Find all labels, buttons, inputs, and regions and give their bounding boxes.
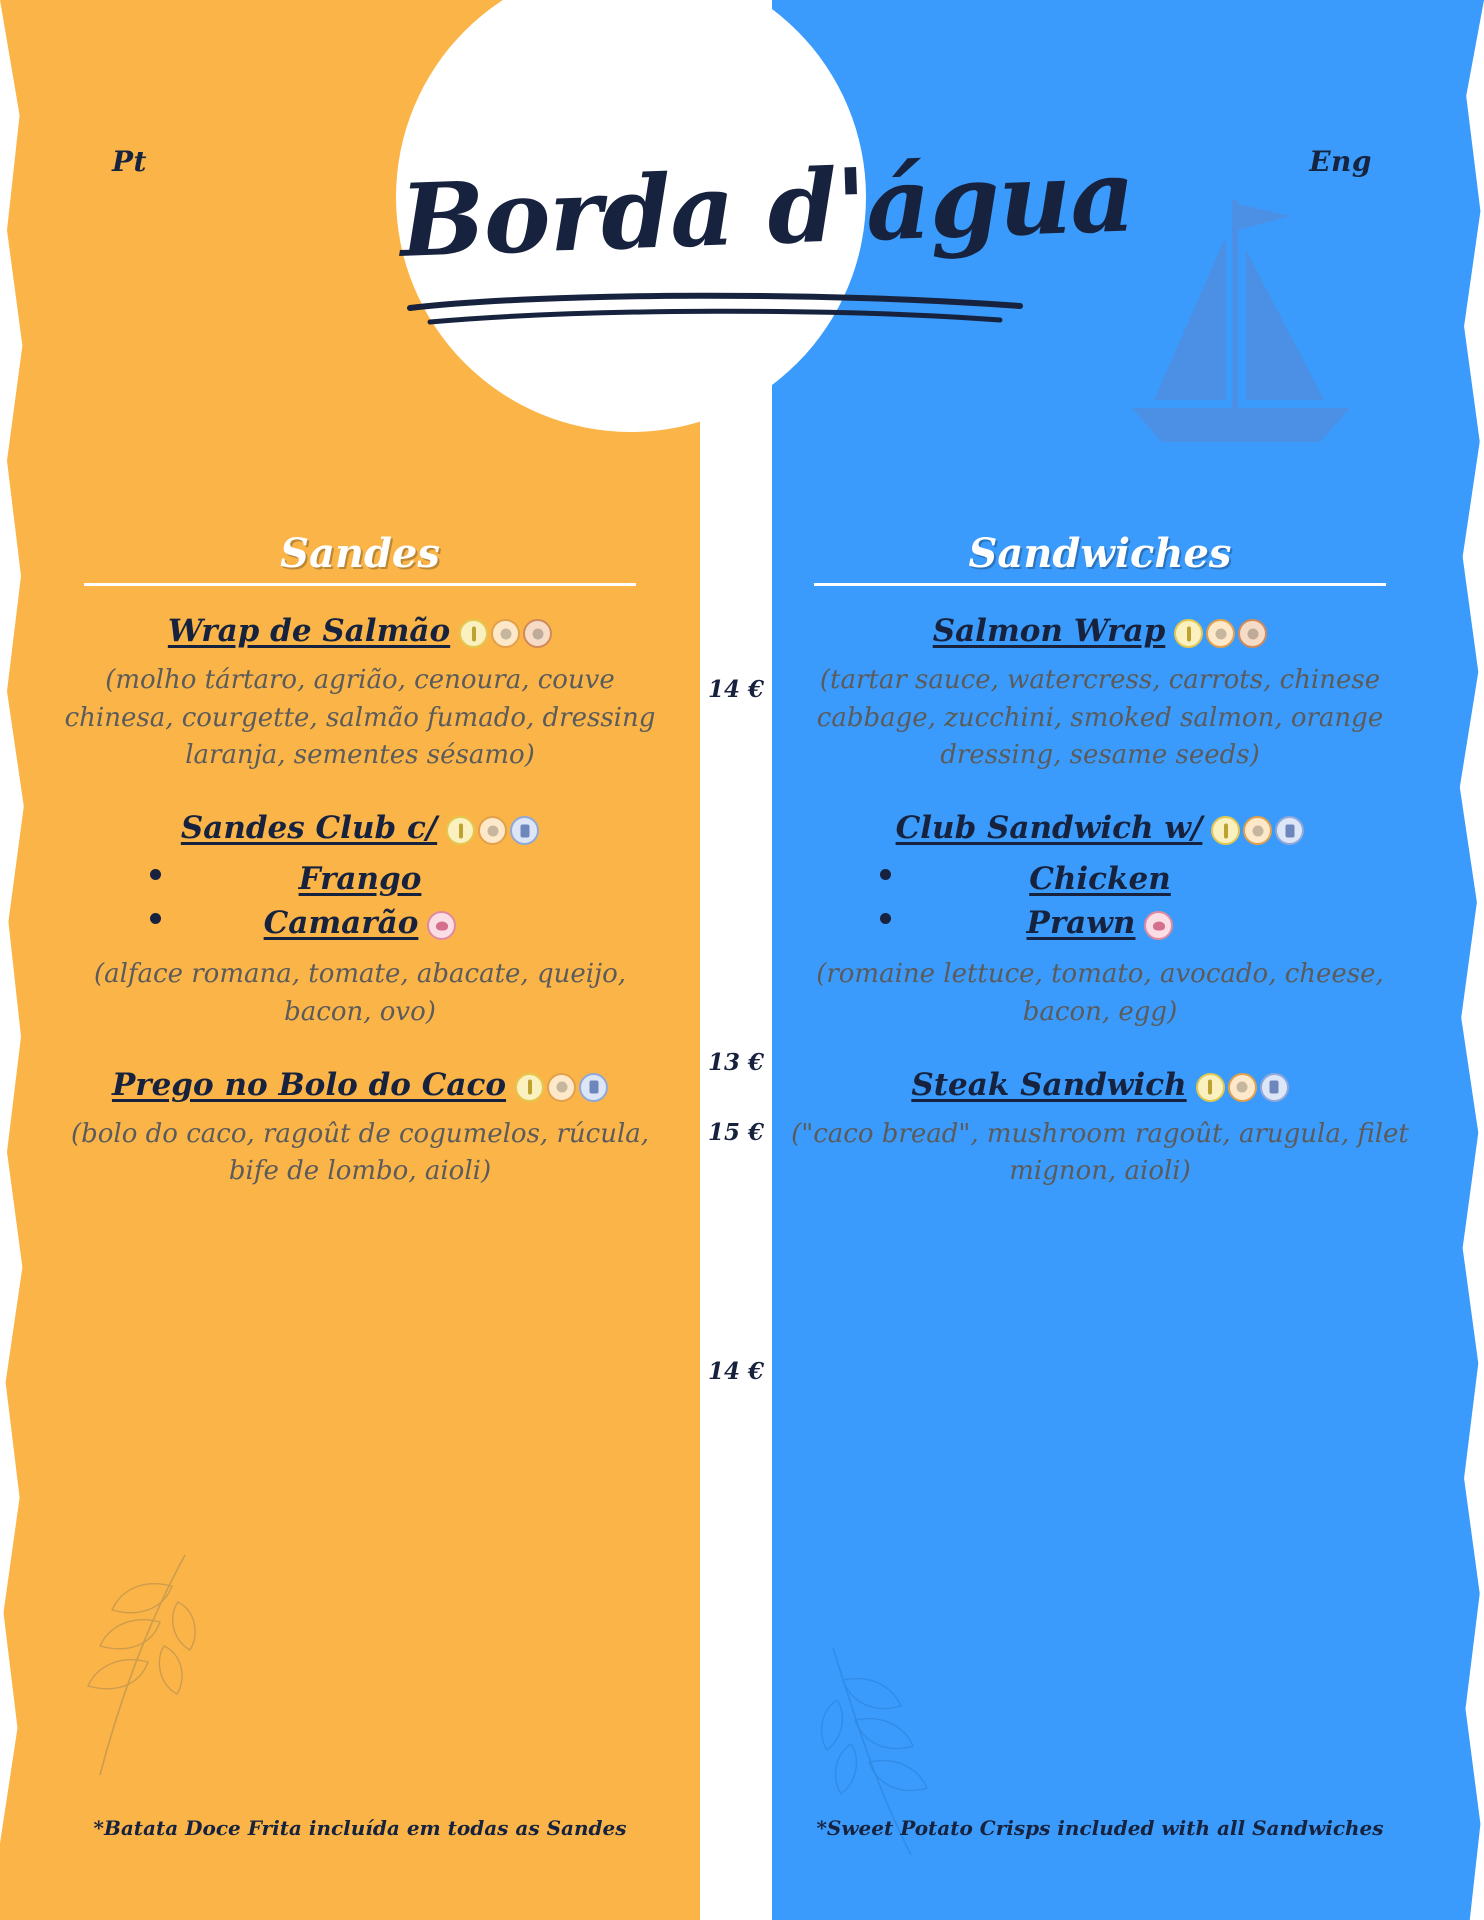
option-chicken[interactable]: Chicken xyxy=(790,857,1410,901)
gluten-icon xyxy=(446,816,475,845)
allergen-badges xyxy=(443,810,539,849)
bullet-icon xyxy=(150,869,161,880)
price-club-prawn: 15 € xyxy=(707,1119,765,1146)
bullet-icon xyxy=(150,913,161,924)
column-title-eng: Sandwiches xyxy=(968,530,1232,577)
column-rule-left xyxy=(84,583,636,586)
crustacean-icon xyxy=(427,911,456,940)
egg-icon xyxy=(547,1073,576,1102)
option-frango[interactable]: Frango xyxy=(60,857,660,901)
menu-item-club-eng[interactable] xyxy=(790,809,1410,1032)
price-steak: 14 € xyxy=(707,1358,765,1385)
menu-item-prego-pt[interactable] xyxy=(60,1066,660,1191)
egg-icon xyxy=(478,816,507,845)
menu-item-name: Steak Sandwich xyxy=(790,1066,1410,1106)
logo-swash-icon xyxy=(400,290,1050,330)
allergen-badges xyxy=(1141,906,1173,942)
menu-item-name: Club Sandwich w/ xyxy=(790,809,1410,849)
menu-item-wrap-pt[interactable] xyxy=(60,612,660,775)
menu-column-pt xyxy=(60,530,660,1207)
egg-icon xyxy=(1206,619,1235,648)
crustacean-icon xyxy=(1144,911,1173,940)
menu-item-options xyxy=(60,857,660,947)
price-club-chicken: 13 € xyxy=(707,1049,765,1076)
menu-item-description: (bolo do caco, ragoût de cogumelos, rúcula, bife de lombo, aioli) xyxy=(70,1118,650,1187)
allergen-badges xyxy=(1171,613,1267,652)
milk-icon xyxy=(1260,1073,1289,1102)
allergen-badges xyxy=(1193,1067,1289,1106)
allergen-badges xyxy=(1208,810,1304,849)
allergen-badges xyxy=(512,1067,608,1106)
language-tag-pt[interactable]: Pt xyxy=(112,145,147,178)
menu-item-options xyxy=(790,857,1410,947)
column-rule-right xyxy=(814,583,1386,586)
menu-item-name: Sandes Club c/ xyxy=(60,809,660,849)
allergen-badges xyxy=(456,613,552,652)
menu-column-eng xyxy=(790,530,1410,1207)
menu-item-name: Salmon Wrap xyxy=(790,612,1410,652)
egg-icon xyxy=(491,619,520,648)
menu-item-description: (alface romana, tomate, abacate, queijo, bacon, ovo) xyxy=(93,959,627,1027)
egg-icon xyxy=(1243,816,1272,845)
herb-sprig-icon xyxy=(60,1550,200,1780)
sesame-icon xyxy=(523,619,552,648)
menu-item-wrap-eng[interactable] xyxy=(790,612,1410,775)
sailboat-icon xyxy=(1114,190,1364,450)
milk-icon xyxy=(1275,816,1304,845)
menu-item-name: Prego no Bolo do Caco xyxy=(60,1066,660,1106)
menu-item-description: (romaine lettuce, tomato, avocado, cheese, bacon, egg) xyxy=(816,959,1384,1027)
bullet-icon xyxy=(880,869,891,880)
price-wrap: 14 € xyxy=(707,676,765,703)
gluten-icon xyxy=(459,619,488,648)
menu-item-club-pt[interactable] xyxy=(60,809,660,1032)
menu-item-description: ("caco bread", mushroom ragoût, arugula, filet mignon, aioli) xyxy=(791,1118,1409,1187)
bullet-icon xyxy=(880,913,891,924)
column-title-pt: Sandes xyxy=(280,530,440,577)
sesame-icon xyxy=(1238,619,1267,648)
gluten-icon xyxy=(1211,816,1240,845)
option-prawn[interactable]: Prawn xyxy=(790,901,1410,947)
restaurant-logo-text: Borda d'água xyxy=(398,136,1137,280)
milk-icon xyxy=(579,1073,608,1102)
menu-item-steak-eng[interactable] xyxy=(790,1066,1410,1191)
menu-item-name: Wrap de Salmão xyxy=(60,612,660,652)
menu-item-description: (molho tártaro, agrião, cenoura, couve chinesa, courgette, salmão fumado, dressing laranja, sementes sésamo) xyxy=(64,664,656,771)
gluten-icon xyxy=(1174,619,1203,648)
allergen-badges xyxy=(424,906,456,942)
milk-icon xyxy=(510,816,539,845)
footnote-pt: *Batata Doce Frita incluída em todas as Sandes xyxy=(93,1816,627,1840)
egg-icon xyxy=(1228,1073,1257,1102)
footnote-eng: *Sweet Potato Crisps included with all Sandwiches xyxy=(816,1816,1384,1840)
gluten-icon xyxy=(515,1073,544,1102)
option-camarao[interactable]: Camarão xyxy=(60,901,660,947)
gluten-icon xyxy=(1196,1073,1225,1102)
language-tag-eng[interactable]: Eng xyxy=(1309,145,1372,178)
menu-item-description: (tartar sauce, watercress, carrots, chinese cabbage, zucchini, smoked salmon, orange dressing, sesame seeds) xyxy=(816,664,1384,771)
